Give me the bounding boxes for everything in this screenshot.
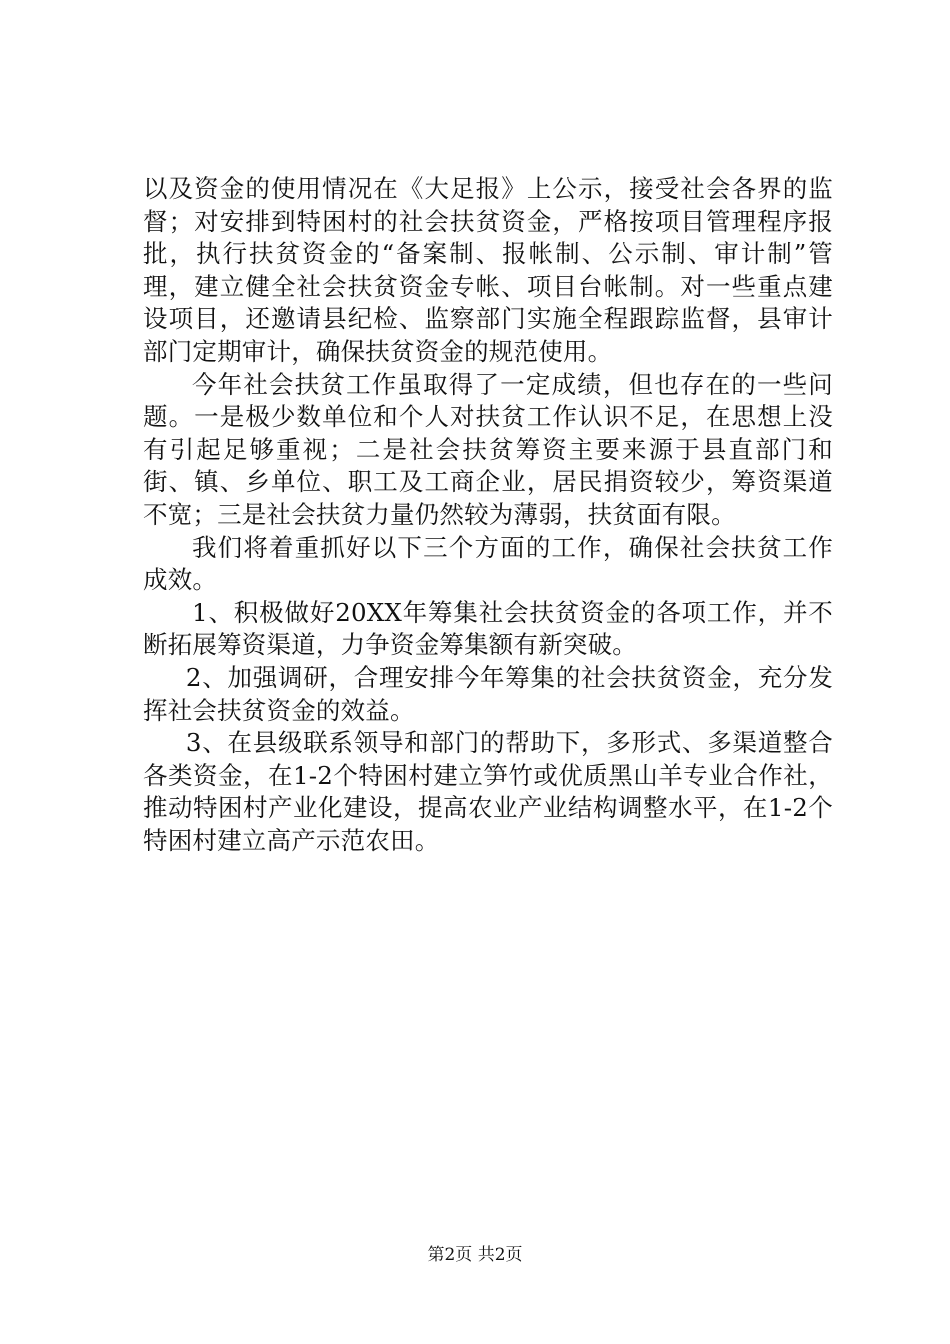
paragraph-plan-item-2: 2、加强调研，合理安排今年筹集的社会扶贫资金，充分发挥社会扶贫资金的效益。 [143,662,833,725]
paragraph-continuation: 以及资金的使用情况在《大足报》上公示，接受社会各界的监督；对安排到特困村的社会扶贫资金，严格按项目管理程序报批，执行扶贫资金的“备案制、报帐制、公示制、审计制”管理，建立健全社会扶贫资金专帐、项目台帐制。对一些重点建设项目，还邀请县纪检、监察部门实施全程跟踪监督，县审计部门定期审计，确保扶贫资金的规范使用。 [143,174,833,366]
paragraph-plan-item-1: 1、积极做好20XX年筹集社会扶贫资金的各项工作，并不断拓展筹资渠道，力争资金筹集额有新突破。 [143,597,833,660]
page-footer: 第2页 共2页 [427,1245,523,1265]
paragraph-problems: 今年社会扶贫工作虽取得了一定成绩，但也存在的一些问题。一是极少数单位和个人对扶贫工作认识不足，在思想上没有引起足够重视；二是社会扶贫筹资主要来源于县直部门和街、镇、乡单位、职工及工商企业，居民捐资较少，筹资渠道不宽；三是社会扶贫力量仍然较为薄弱，扶贫面有限。 [143,369,833,529]
paragraph-plan-intro: 我们将着重抓好以下三个方面的工作，确保社会扶贫工作成效。 [143,532,833,595]
document-body [143,173,833,857]
paragraph-plan-item-3: 3、在县级联系领导和部门的帮助下，多形式、多渠道整合各类资金，在1-2个特困村建立笋竹或优质黑山羊专业合作社，推动特困村产业化建设，提高农业产业结构调整水平，在1-2个特困村建立高产示范农田。 [143,728,833,855]
